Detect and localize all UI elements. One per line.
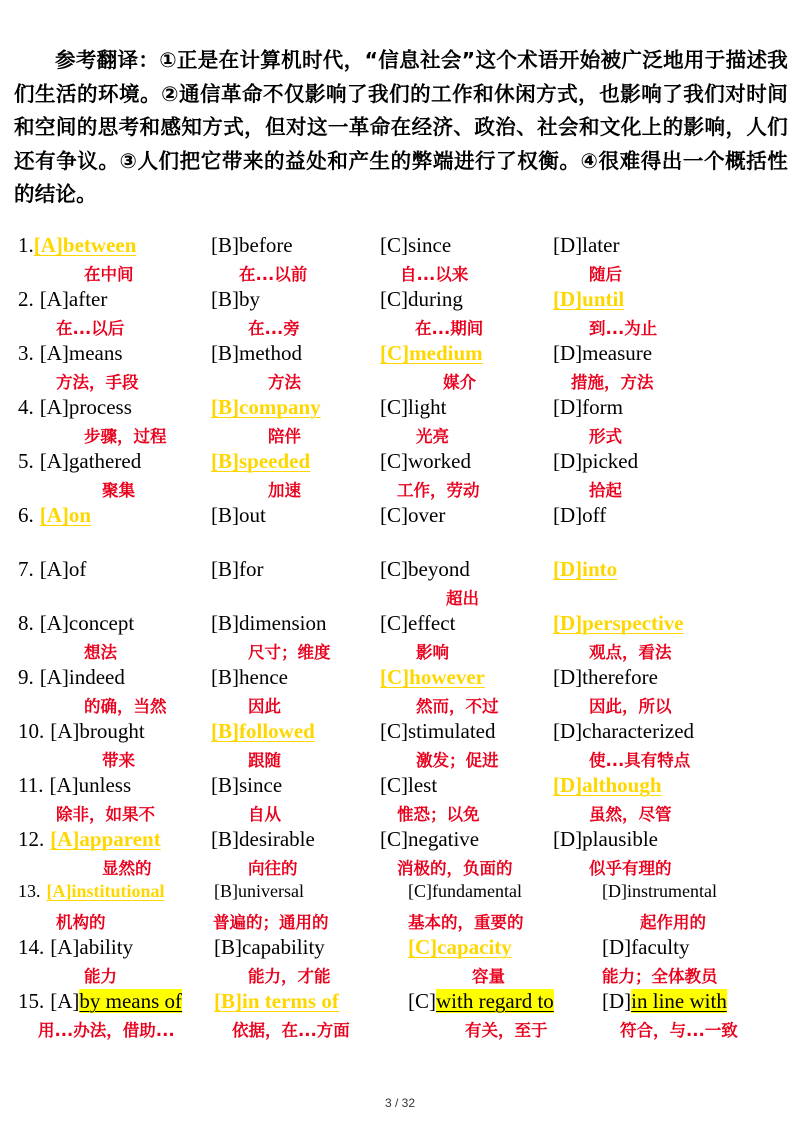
- option-meaning: 能力，才能: [248, 967, 331, 986]
- question-row: [0, 827, 800, 881]
- option-letter: [B]: [211, 287, 239, 311]
- option-word: therefore: [582, 665, 658, 689]
- option-meaning: 自...以来: [400, 265, 469, 284]
- option-a[interactable]: [18, 341, 123, 366]
- option-meaning: 依据，在...方面: [232, 1021, 350, 1040]
- option-b[interactable]: [211, 395, 321, 420]
- option-a[interactable]: [18, 287, 107, 312]
- option-d[interactable]: [553, 557, 617, 582]
- option-c[interactable]: [380, 557, 470, 582]
- option-letter: [D]: [602, 989, 632, 1013]
- option-letter: [C]: [380, 827, 408, 851]
- option-letter: [C]: [380, 503, 408, 527]
- option-b[interactable]: [211, 773, 282, 798]
- option-word: company: [239, 395, 321, 419]
- option-word: followed: [239, 719, 315, 743]
- option-letter: [C]: [380, 611, 408, 635]
- question-number: 13.: [18, 881, 41, 901]
- option-letter: [C]: [408, 881, 432, 901]
- question-number: 8.: [18, 611, 34, 635]
- option-letter: [A]: [39, 557, 69, 581]
- option-d[interactable]: [602, 881, 717, 902]
- option-d[interactable]: [553, 449, 638, 474]
- option-a[interactable]: [18, 719, 145, 744]
- option-meaning: 惟恐；以免: [397, 805, 480, 824]
- option-c[interactable]: [380, 665, 485, 690]
- option-meaning: 形式: [589, 427, 622, 446]
- option-c[interactable]: [380, 341, 483, 366]
- option-b[interactable]: [211, 341, 302, 366]
- option-meaning: 工作，劳动: [397, 481, 480, 500]
- option-d[interactable]: [602, 989, 727, 1014]
- option-letter: [C]: [380, 773, 408, 797]
- option-letter: [A]: [39, 611, 69, 635]
- option-letter: [A]: [50, 827, 80, 851]
- option-word: stimulated: [408, 719, 496, 743]
- option-letter: [C]: [408, 989, 436, 1013]
- option-meaning: 光亮: [416, 427, 449, 446]
- option-word: beyond: [408, 557, 470, 581]
- option-letter: [A]: [39, 395, 69, 419]
- option-letter: [B]: [211, 665, 239, 689]
- option-c[interactable]: [380, 449, 471, 474]
- option-word: apparent: [79, 827, 161, 851]
- option-word: method: [239, 341, 302, 365]
- option-b[interactable]: [214, 935, 325, 960]
- option-meaning: 向往的: [248, 859, 298, 878]
- question-row: [0, 989, 800, 1043]
- option-meaning: 超出: [446, 589, 479, 608]
- option-b[interactable]: [211, 827, 315, 852]
- option-meaning: 因此，所以: [589, 697, 672, 716]
- option-meaning: 加速: [268, 481, 301, 500]
- option-letter: [D]: [602, 881, 627, 901]
- option-a[interactable]: [18, 503, 91, 528]
- option-meaning: 方法: [268, 373, 301, 392]
- option-meaning: 媒介: [443, 373, 476, 392]
- option-meaning: 方法，手段: [56, 373, 139, 392]
- option-meaning: 使...具有特点: [589, 751, 691, 770]
- option-b[interactable]: [214, 881, 304, 902]
- question-number: 14.: [18, 935, 45, 959]
- option-c[interactable]: [380, 719, 496, 744]
- option-letter: [D]: [553, 665, 583, 689]
- question-row: [0, 287, 800, 341]
- option-meaning: 基本的，重要的: [408, 913, 524, 932]
- option-letter: [A]: [50, 989, 80, 1013]
- option-letter: [B]: [211, 449, 239, 473]
- option-meaning: 随后: [589, 265, 622, 284]
- option-word: by: [239, 287, 260, 311]
- option-letter: [A]: [50, 719, 80, 743]
- option-letter: [A]: [39, 287, 69, 311]
- option-word: between: [62, 233, 137, 257]
- reference-translation: 参考翻译：①正是在计算机时代，“信息社会”这个术语开始被广泛地用于描述我们生活的环境。②通信革命不仅影响了我们的工作和休闲方式，也影响了我们对时间和空间的思考和感知方式，但对这一革命在经济、政治、社会和文化上的影响，人们还有争议。③人们把它带来的益处和产生的弊端进行了权衡。④很难得出一个概括性的结论。: [14, 48, 788, 206]
- option-word: before: [239, 233, 293, 257]
- option-letter: [B]: [211, 773, 239, 797]
- option-letter: [C]: [380, 395, 408, 419]
- option-word: plausible: [582, 827, 658, 851]
- option-word: dimension: [239, 611, 327, 635]
- option-b[interactable]: [211, 557, 264, 582]
- option-letter: [D]: [553, 233, 583, 257]
- option-word: over: [408, 503, 446, 527]
- question-row: [0, 557, 800, 611]
- option-word: capability: [242, 935, 325, 959]
- option-a[interactable]: [18, 611, 134, 636]
- option-word: later: [582, 233, 620, 257]
- question-row: [0, 719, 800, 773]
- option-meaning: 显然的: [102, 859, 152, 878]
- option-word: characterized: [582, 719, 695, 743]
- question-number: 10.: [18, 719, 45, 743]
- question-row: [0, 341, 800, 395]
- option-meaning: 影响: [416, 643, 449, 662]
- question-row: [0, 611, 800, 665]
- option-c[interactable]: [380, 503, 445, 528]
- option-word: worked: [408, 449, 471, 473]
- option-letter: [D]: [553, 557, 583, 581]
- option-meaning: 除非，如果不: [56, 805, 155, 824]
- question-row: [0, 935, 800, 989]
- option-meaning: 符合，与...一致: [620, 1021, 738, 1040]
- option-meaning: 虽然，尽管: [589, 805, 672, 824]
- option-letter: [B]: [211, 827, 239, 851]
- option-meaning: 跟随: [248, 751, 281, 770]
- question-row: [0, 233, 800, 287]
- option-meaning: 拾起: [589, 481, 622, 500]
- option-meaning: 在...旁: [248, 319, 300, 338]
- option-a[interactable]: [18, 665, 125, 690]
- option-a[interactable]: [18, 233, 136, 258]
- option-meaning: 机构的: [56, 913, 106, 932]
- option-word: negative: [408, 827, 480, 851]
- option-meaning: 观点，看法: [589, 643, 672, 662]
- option-letter: [C]: [380, 665, 410, 689]
- option-d[interactable]: [553, 395, 623, 420]
- option-b[interactable]: [211, 449, 310, 474]
- option-letter: [A]: [46, 881, 72, 901]
- question-row: [0, 449, 800, 503]
- option-b[interactable]: [214, 989, 339, 1014]
- option-letter: [C]: [380, 287, 408, 311]
- option-c[interactable]: [380, 773, 437, 798]
- option-letter: [A]: [39, 665, 69, 689]
- option-d[interactable]: [553, 719, 694, 744]
- option-meaning: 用...办法，借助...: [38, 1021, 175, 1040]
- option-meaning: 带来: [102, 751, 135, 770]
- option-letter: [B]: [211, 341, 239, 365]
- option-meaning: 然而，不过: [416, 697, 499, 716]
- option-word: since: [239, 773, 283, 797]
- option-a[interactable]: [18, 773, 131, 798]
- option-word: unless: [78, 773, 132, 797]
- option-letter: [A]: [39, 341, 69, 365]
- option-a[interactable]: [18, 827, 161, 852]
- option-meaning: 在...以前: [239, 265, 308, 284]
- question-number: 15.: [18, 989, 45, 1013]
- option-letter: [C]: [380, 719, 408, 743]
- option-d[interactable]: [553, 503, 606, 528]
- option-letter: [D]: [553, 287, 583, 311]
- option-meaning: 尺寸；维度: [248, 643, 331, 662]
- option-word: indeed: [68, 665, 125, 689]
- option-b[interactable]: [211, 287, 260, 312]
- option-letter: [D]: [553, 827, 583, 851]
- option-word: gathered: [68, 449, 142, 473]
- option-letter: [C]: [380, 449, 408, 473]
- option-letter: [D]: [553, 773, 583, 797]
- option-word: effect: [408, 611, 456, 635]
- question-row: [0, 395, 800, 449]
- option-letter: [B]: [211, 503, 239, 527]
- option-letter: [A]: [39, 503, 69, 527]
- option-letter: [C]: [380, 233, 408, 257]
- option-word: since: [408, 233, 452, 257]
- option-letter: [C]: [408, 935, 438, 959]
- option-word: picked: [582, 449, 639, 473]
- option-letter: [B]: [211, 611, 239, 635]
- option-word: in line with: [631, 989, 727, 1013]
- option-word: concept: [68, 611, 135, 635]
- option-word: however: [409, 665, 485, 689]
- option-word: form: [582, 395, 623, 419]
- option-meaning: 消极的，负面的: [397, 859, 513, 878]
- option-b[interactable]: [211, 719, 315, 744]
- option-word: of: [68, 557, 87, 581]
- question-row: [0, 881, 800, 935]
- option-meaning: 起作用的: [640, 913, 706, 932]
- option-letter: [B]: [214, 881, 238, 901]
- option-letter: [A]: [49, 773, 79, 797]
- option-meaning: 激发；促进: [416, 751, 499, 770]
- question-row: [0, 503, 800, 557]
- option-meaning: 容量: [472, 967, 505, 986]
- option-d[interactable]: [553, 665, 658, 690]
- option-c[interactable]: [408, 881, 522, 902]
- option-word: by means of: [79, 989, 183, 1013]
- option-letter: [D]: [553, 503, 583, 527]
- option-word: faculty: [631, 935, 690, 959]
- question-row: [0, 665, 800, 719]
- option-meaning: 想法: [84, 643, 117, 662]
- option-d[interactable]: [553, 233, 619, 258]
- option-letter: [B]: [211, 557, 239, 581]
- option-word: lest: [408, 773, 438, 797]
- option-word: until: [582, 287, 625, 311]
- option-a[interactable]: [18, 557, 86, 582]
- option-letter: [B]: [214, 989, 242, 1013]
- option-word: in terms of: [242, 989, 339, 1013]
- question-number: 7.: [18, 557, 34, 581]
- question-number: 4.: [18, 395, 34, 419]
- option-letter: [C]: [380, 557, 408, 581]
- option-word: with regard to: [436, 989, 554, 1013]
- option-meaning: 能力；全体教员: [602, 967, 718, 986]
- option-b[interactable]: [211, 665, 288, 690]
- option-word: on: [68, 503, 92, 527]
- question-number: 5.: [18, 449, 34, 473]
- option-word: hence: [239, 665, 288, 689]
- option-d[interactable]: [553, 827, 658, 852]
- option-meaning: 能力: [84, 967, 117, 986]
- option-letter: [B]: [214, 935, 242, 959]
- option-b[interactable]: [211, 233, 293, 258]
- option-meaning: 的确，当然: [84, 697, 167, 716]
- option-letter: [B]: [211, 395, 239, 419]
- option-letter: [B]: [211, 233, 239, 257]
- option-meaning: 陪伴: [268, 427, 301, 446]
- option-word: institutional: [71, 881, 165, 901]
- option-a[interactable]: [18, 395, 132, 420]
- question-number: 3.: [18, 341, 34, 365]
- option-word: medium: [409, 341, 483, 365]
- option-a[interactable]: [18, 989, 182, 1014]
- option-letter: [C]: [380, 341, 410, 365]
- option-word: although: [582, 773, 662, 797]
- question-number: 2.: [18, 287, 34, 311]
- option-word: into: [582, 557, 618, 581]
- option-d[interactable]: [553, 773, 662, 798]
- option-word: for: [239, 557, 264, 581]
- option-letter: [D]: [553, 395, 583, 419]
- option-meaning: 步骤，过程: [84, 427, 167, 446]
- option-meaning: 因此: [248, 697, 281, 716]
- question-number: 1.: [18, 233, 34, 257]
- option-letter: [D]: [553, 341, 583, 365]
- page-number: 3 / 32: [384, 1096, 416, 1110]
- option-word: instrumental: [627, 881, 717, 901]
- option-b[interactable]: [211, 503, 266, 528]
- option-c[interactable]: [380, 287, 463, 312]
- option-letter: [D]: [602, 935, 632, 959]
- option-a[interactable]: [18, 881, 165, 902]
- option-word: during: [408, 287, 463, 311]
- option-meaning: 普遍的；通用的: [213, 913, 329, 932]
- option-meaning: 措施，方法: [571, 373, 654, 392]
- option-word: fundamental: [432, 881, 522, 901]
- option-letter: [A]: [50, 935, 80, 959]
- option-letter: [B]: [211, 719, 239, 743]
- option-d[interactable]: [553, 287, 624, 312]
- option-word: perspective: [582, 611, 684, 635]
- option-a[interactable]: [18, 935, 133, 960]
- option-d[interactable]: [602, 935, 689, 960]
- option-word: ability: [79, 935, 134, 959]
- option-meaning: 在...期间: [415, 319, 484, 338]
- option-word: means: [68, 341, 123, 365]
- option-letter: [D]: [553, 449, 583, 473]
- option-word: process: [68, 395, 132, 419]
- option-c[interactable]: [408, 935, 512, 960]
- option-word: off: [582, 503, 607, 527]
- option-d[interactable]: [553, 341, 652, 366]
- question-number: 12.: [18, 827, 45, 851]
- option-word: desirable: [239, 827, 315, 851]
- option-c[interactable]: [380, 395, 447, 420]
- option-word: brought: [79, 719, 145, 743]
- option-word: measure: [582, 341, 653, 365]
- option-a[interactable]: [18, 449, 141, 474]
- option-word: out: [239, 503, 266, 527]
- option-word: light: [408, 395, 447, 419]
- option-word: after: [68, 287, 108, 311]
- option-letter: [A]: [33, 233, 63, 257]
- option-letter: [D]: [553, 719, 583, 743]
- option-c[interactable]: [380, 611, 455, 636]
- option-c[interactable]: [408, 989, 554, 1014]
- option-meaning: 似乎有理的: [589, 859, 672, 878]
- option-meaning: 聚集: [102, 481, 135, 500]
- option-word: capacity: [437, 935, 512, 959]
- option-c[interactable]: [380, 233, 451, 258]
- question-number: 11.: [18, 773, 44, 797]
- question-number: 6.: [18, 503, 34, 527]
- option-letter: [D]: [553, 611, 583, 635]
- option-letter: [A]: [39, 449, 69, 473]
- option-c[interactable]: [380, 827, 479, 852]
- option-word: speeded: [239, 449, 311, 473]
- question-row: [0, 773, 800, 827]
- question-number: 9.: [18, 665, 34, 689]
- option-meaning: 在...以后: [56, 319, 125, 338]
- option-b[interactable]: [211, 611, 327, 636]
- option-meaning: 在中间: [84, 265, 134, 284]
- option-word: universal: [238, 881, 304, 901]
- option-meaning: 有关，至于: [465, 1021, 548, 1040]
- option-meaning: 自从: [248, 805, 281, 824]
- option-meaning: 到...为止: [589, 319, 658, 338]
- option-d[interactable]: [553, 611, 684, 636]
